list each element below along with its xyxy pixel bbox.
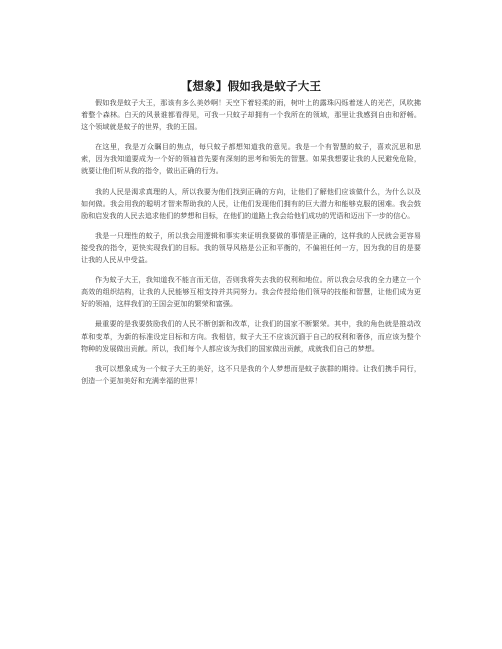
paragraph-2: 在这里，我是万众瞩目的焦点，每只蚊子都想知道我的意见。我是一个有智慧的蚊子，喜欢沉思和思索，因为我知道要成为一个好的领袖首先要有深刻的思考和领先的智慧。如果我想要让我的人民避免危险，就要让他们听从我的指令，做出正确的行为。	[81, 142, 421, 176]
paragraph-3: 我的人民是渴求真理的人，所以我要为他们找到正确的方向，让他们了解他们应该做什么，为什么以及如何做。我会用我的聪明才智来帮助我的人民，让他们发现他们拥有的巨大潜力和能够克服的困难。我会鼓励和启发我的人民去追求他们的梦想和目标，在他们的道路上我会给他们成功的咒语和迈出下一步的信心。	[81, 186, 421, 220]
paragraph-5: 作为蚊子大王，我知道我不能言而无信，否则我将失去我的权利和地位。所以我会尽我的全力建立一个高效的组织结构，让我的人民能够互相支持并共同努力。我会传授给他们领导的技能和智慧，让他们成为更好的领袖，这样我们的王国会更加的繁荣和富强。	[81, 275, 421, 309]
document-body	[81, 97, 421, 395]
paragraph-6: 最重要的是我要鼓励我们的人民不断创新和改革，让我们的国家不断繁荣。其中，我的角色就是推动改革和变革，为新的标准设定目标和方向。我相信，蚊子大王不应该沉湎于自己的权利和奢侈，而应该为整个物种的发展做出贡献。所以，我们每个人都应该为我们的国家做出贡献，成就我们自己的梦想。	[81, 319, 421, 353]
paragraph-7: 我可以想象成为一个蚊子大王的美好，这不只是我的个人梦想而是蚊子族群的期待。让我们携手同行，创造一个更加美好和充满幸福的世界！	[81, 363, 421, 385]
paragraph-1: 假如我是蚊子大王，那该有多么美妙啊！天空下着轻柔的雨，树叶上的露珠闪烁着迷人的光芒，风吹拂着整个森林。白天的风景谁都看得见，可我一只蚊子却拥有一个我所在的领域，那里让我感到自由和舒畅。这个领域就是蚊子的世界，我的王国。	[81, 98, 421, 132]
paragraph-4: 我是一只理性的蚊子，所以我会用逻辑和事实来证明我要做的事情是正确的，这样我的人民就会更容易接受我的指令，更快实现我们的目标。我的领导风格是公正和平衡的，不偏袒任何一方，因为我的目的是要让我的人民从中受益。	[81, 230, 421, 265]
document-title: 【想象】假如我是蚊子大王	[180, 79, 322, 93]
